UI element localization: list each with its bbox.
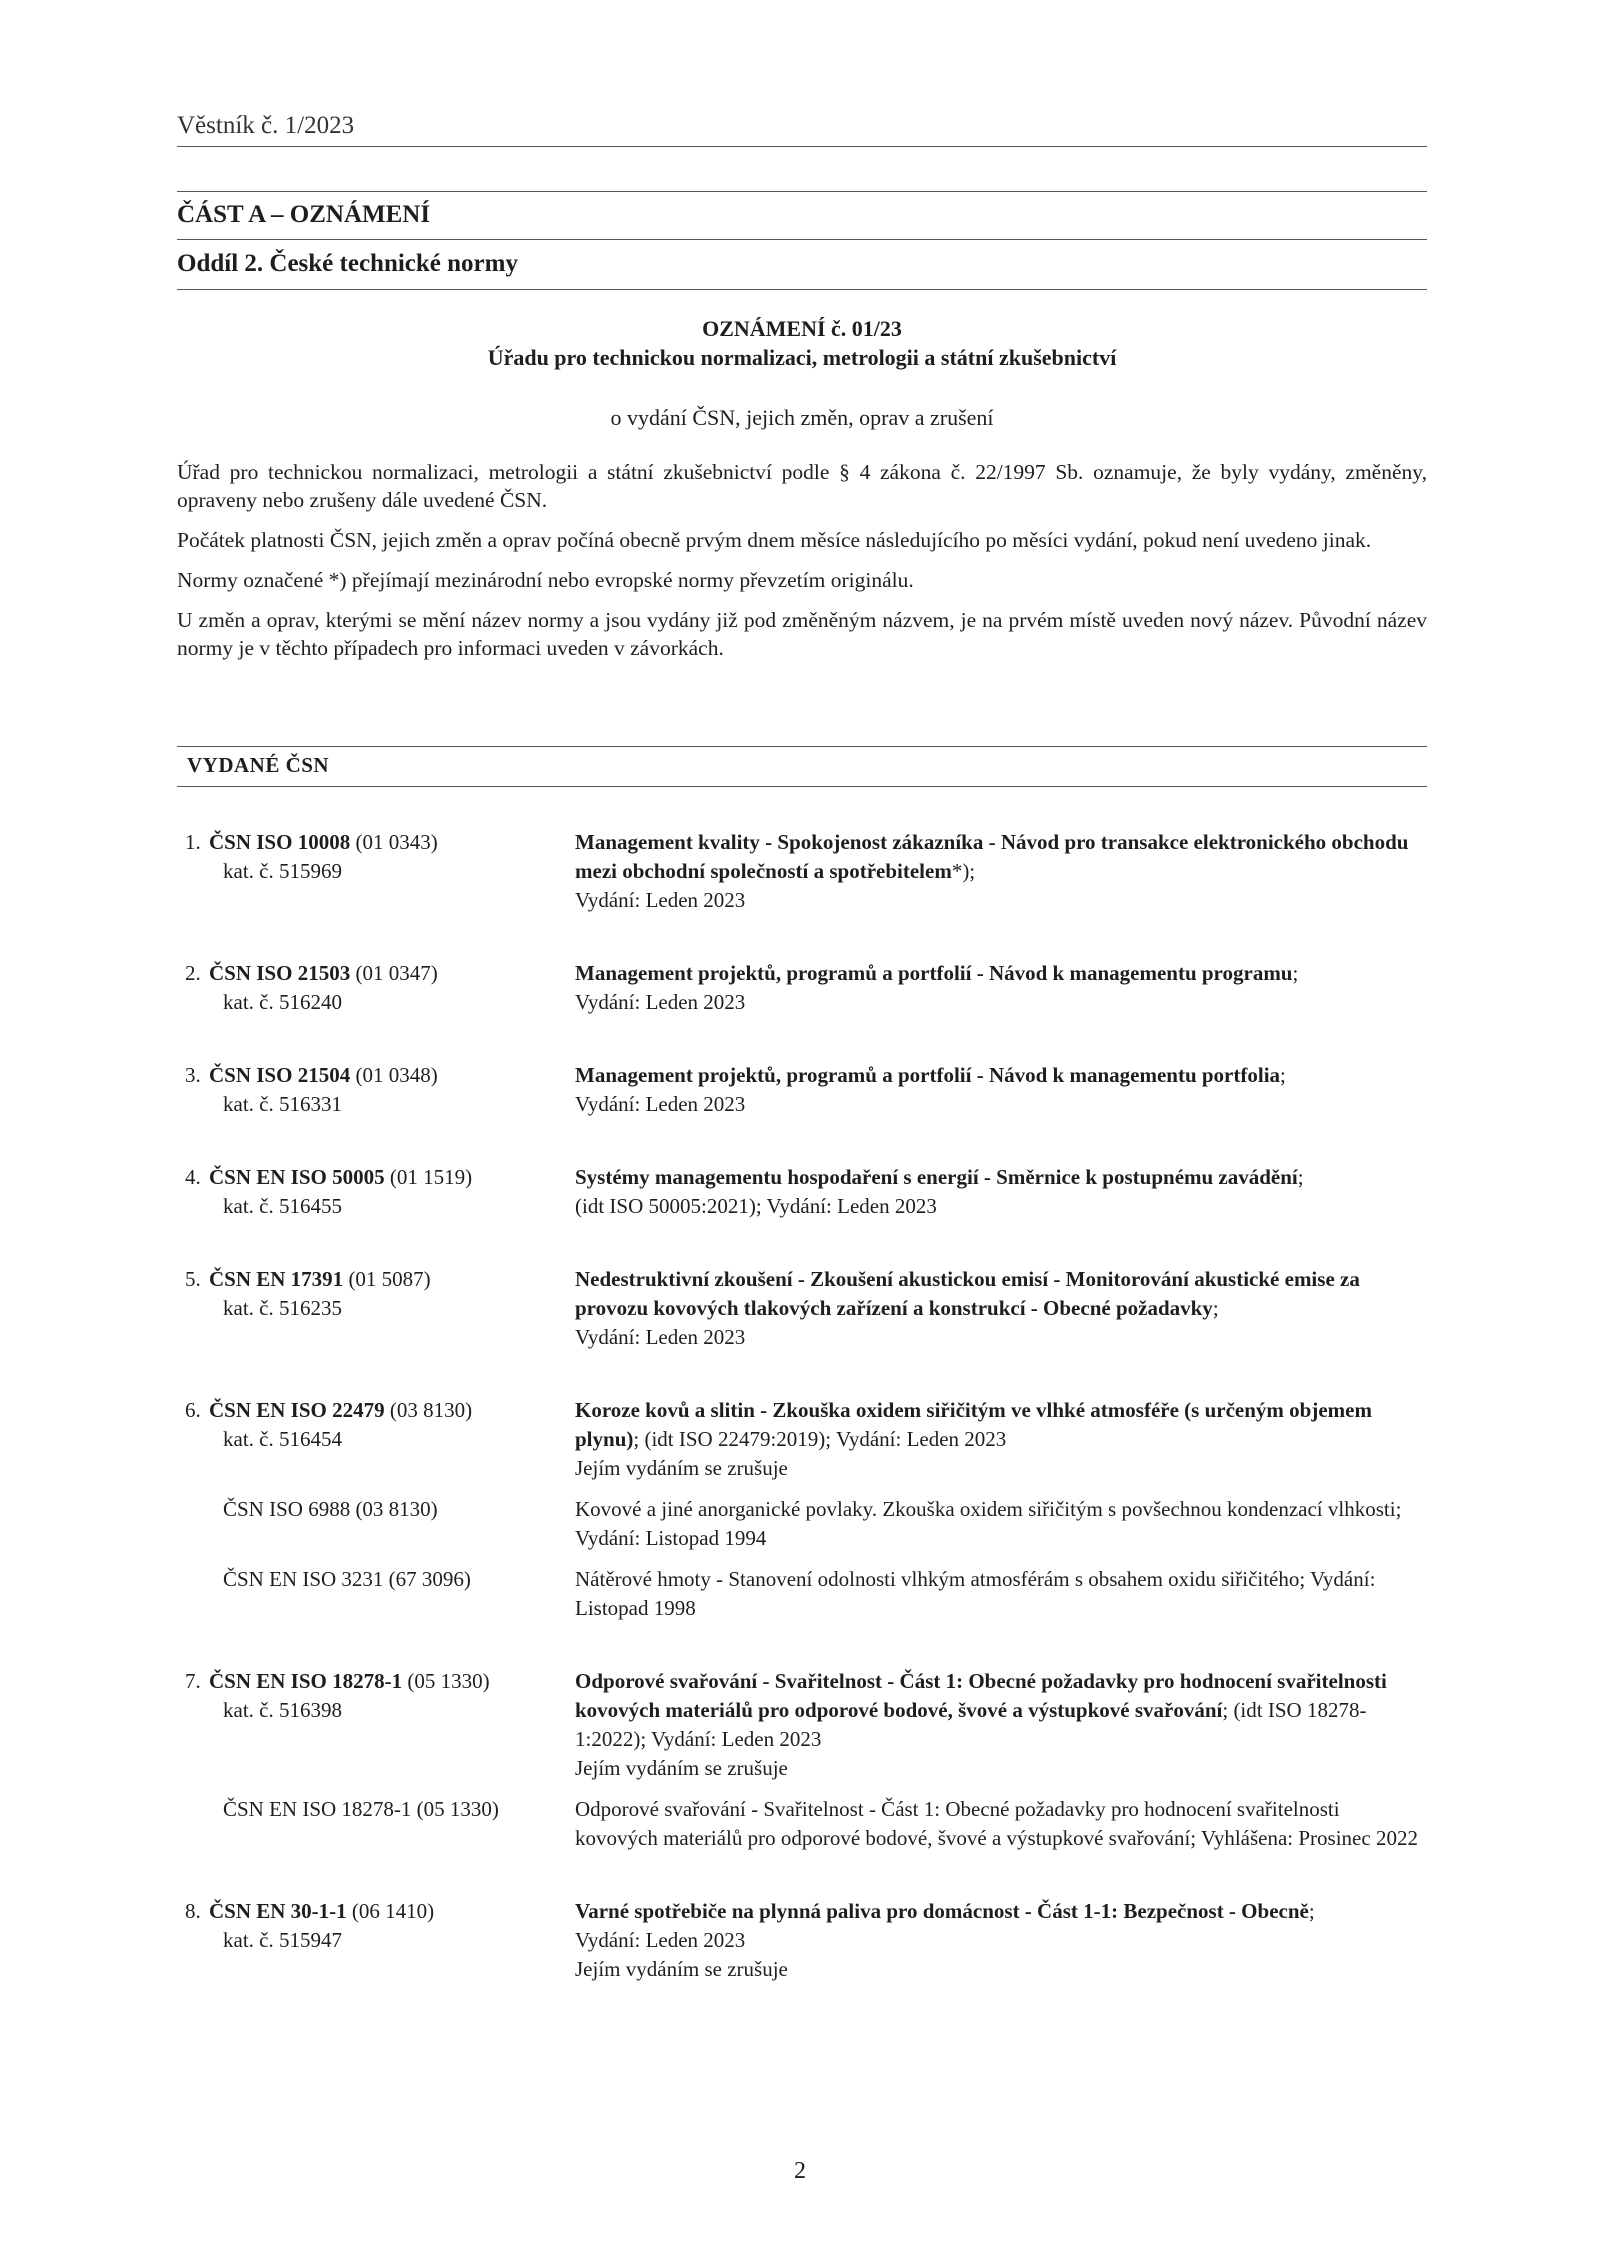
entry-number: 4.: [185, 1165, 201, 1189]
entry-title: Management projektů, programů a portfolií - Návod k managementu portfolia: [575, 1063, 1281, 1087]
replaced-standard: [177, 1795, 1427, 1853]
standard-entry: [177, 1667, 1427, 1853]
entry-class: (01 0343): [355, 830, 438, 854]
replaced-standard: [177, 1495, 1427, 1553]
entry-number: 5.: [185, 1267, 201, 1291]
notice-issuer: Úřadu pro technickou normalizaci, metrologii a státní zkušebnictví: [487, 345, 1117, 370]
entry-class: (01 0347): [355, 961, 438, 985]
entry-identifier: [177, 1163, 575, 1221]
entry-class: (01 5087): [348, 1267, 431, 1291]
replaced-code: ČSN EN ISO 3231 (67 3096): [223, 1567, 471, 1591]
entry-catalog-number: kat. č. 516240: [223, 990, 342, 1014]
entry-detail: Jejím vydáním se zrušuje: [575, 1456, 788, 1480]
entry-title: Odporové svařování - Svařitelnost - Část 1: Obecné požadavky pro hodnocení svařitelnosti kovových materiálů pro odporové bodové, švové a výstupkové svařování: [575, 1669, 1387, 1722]
replaced-description: Odporové svařování - Svařitelnost - Část 1: Obecné požadavky pro hodnocení svařitelnosti kovových materiálů pro odporové bodové, švové a výstupkové svařování; Vyhlášena: Prosinec 2022: [575, 1797, 1418, 1850]
entry-catalog-number: kat. č. 516455: [223, 1194, 342, 1218]
intro-text: [177, 458, 1427, 674]
intro-paragraph: Normy označené *) přejímají mezinárodní nebo evropské normy převzetím originálu.: [177, 568, 914, 592]
entry-description: [575, 1265, 1427, 1352]
entry-title: Varné spotřebiče na plynná paliva pro domácnost - Část 1-1: Bezpečnost - Obecně: [575, 1899, 1309, 1923]
entry-title-suffix: ;: [1292, 961, 1299, 985]
entry-identifier: [177, 959, 575, 1017]
entry-class: (03 8130): [389, 1398, 473, 1422]
entry-class: (06 1410): [351, 1899, 435, 1923]
entry-class: (01 1519): [389, 1165, 473, 1189]
entry-description: [575, 959, 1427, 1017]
part-title: ČÁST A – OZNÁMENÍ: [177, 201, 431, 228]
entry-number: 7.: [185, 1669, 201, 1693]
entry-number: 6.: [185, 1398, 201, 1422]
entry-title-suffix: ;: [1212, 1296, 1219, 1320]
standard-entry: [177, 1396, 1427, 1623]
issued-rule-bottom: [177, 786, 1427, 787]
entry-number: 3.: [185, 1063, 201, 1087]
standard-entry: [177, 828, 1427, 915]
entry-description: [575, 1061, 1427, 1119]
entry-code: ČSN EN ISO 18278-1: [209, 1669, 403, 1693]
entry-title-suffix: ;: [1297, 1165, 1304, 1189]
entry-title-suffix: ;: [1308, 1899, 1315, 1923]
entry-code: ČSN ISO 10008: [209, 830, 351, 854]
section-title: Oddíl 2. České technické normy: [177, 250, 518, 277]
entry-catalog-number: kat. č. 515947: [223, 1928, 342, 1952]
entry-catalog-number: kat. č. 516235: [223, 1296, 342, 1320]
header-rule: [177, 146, 1427, 147]
intro-paragraph: Úřad pro technickou normalizaci, metrologii a státní zkušebnictví podle § 4 zákona č. 22/1997 Sb. oznamuje, že byly vydány, změněny, opraveny nebo zrušeny dále uvedené ČSN.: [177, 460, 1427, 512]
entry-detail: (idt ISO 50005:2021); Vydání: Leden 2023: [575, 1194, 937, 1218]
entry-catalog-number: kat. č. 515969: [223, 859, 342, 883]
entry-code: ČSN ISO 21504: [209, 1063, 351, 1087]
intro-paragraph: U změn a oprav, kterými se mění název normy a jsou vydány již pod změněným názvem, je na prvém místě uveden nový název. Původní název normy je v těchto případech pro informaci uveden v závorkách.: [177, 608, 1427, 660]
entry-catalog-number: kat. č. 516331: [223, 1092, 342, 1116]
replaced-code: ČSN ISO 6988 (03 8130): [223, 1497, 438, 1521]
replaced-code: ČSN EN ISO 18278-1 (05 1330): [223, 1797, 499, 1821]
entry-identifier: [177, 1667, 575, 1783]
entry-detail: Vydání: Leden 2023: [575, 1928, 746, 1952]
entry-code: ČSN EN 30-1-1: [209, 1899, 347, 1923]
notice-subject: o vydání ČSN, jejich změn, oprav a zrušení: [610, 405, 994, 430]
entry-number: 2.: [185, 961, 201, 985]
part-rule-top: [177, 191, 1427, 192]
entry-description: [575, 1667, 1427, 1783]
entry-title-suffix: ; (idt ISO 22479:2019); Vydání: Leden 2023: [633, 1427, 1007, 1451]
issued-rule-top: [177, 746, 1427, 747]
entry-identifier: [177, 1061, 575, 1119]
page-number: 2: [794, 2158, 806, 2184]
entry-detail: Vydání: Leden 2023: [575, 1092, 746, 1116]
entry-identifier: [177, 1265, 575, 1352]
entry-title: Systémy managementu hospodaření s energií - Směrnice k postupnému zavádění: [575, 1165, 1298, 1189]
standard-entry: [177, 1163, 1427, 1221]
entry-catalog-number: kat. č. 516454: [223, 1427, 342, 1451]
standard-entry: [177, 1897, 1427, 1984]
entry-class: (01 0348): [355, 1063, 438, 1087]
standard-entry: [177, 959, 1427, 1017]
entry-number: 8.: [185, 1899, 201, 1923]
entry-identifier: [177, 1897, 575, 1984]
entry-class: (05 1330): [407, 1669, 490, 1693]
entry-title-suffix: ; (idt ISO 18278-1:2022); Vydání: Leden 2023: [575, 1698, 1367, 1751]
entry-description: [575, 1897, 1427, 1984]
entry-description: [575, 828, 1427, 915]
standards-list: [177, 828, 1427, 2028]
issued-heading: VYDANÉ ČSN: [187, 753, 330, 777]
entry-detail: Jejím vydáním se zrušuje: [575, 1756, 788, 1780]
entry-detail: Jejím vydáním se zrušuje: [575, 1957, 788, 1981]
entry-code: ČSN EN 17391: [209, 1267, 344, 1291]
replaced-description: Nátěrové hmoty - Stanovení odolnosti vlhkým atmosférám s obsahem oxidu siřičitého; Vydání: Listopad 1998: [575, 1567, 1376, 1620]
entry-catalog-number: kat. č. 516398: [223, 1698, 342, 1722]
entry-number: 1.: [185, 830, 201, 854]
standard-entry: [177, 1061, 1427, 1119]
intro-paragraph: Počátek platnosti ČSN, jejich změn a oprav počíná obecně prvým dnem měsíce následujícího po měsíci vydání, pokud není uvedeno jinak.: [177, 528, 1372, 552]
entry-title-suffix: ;: [1280, 1063, 1286, 1087]
section-rule: [177, 289, 1427, 290]
replaced-description: Kovové a jiné anorganické povlaky. Zkouška oxidem siřičitým s povšechnou kondenzací vlhkosti; Vydání: Listopad 1994: [575, 1497, 1402, 1550]
part-rule-bottom: [177, 239, 1427, 240]
replaced-standard: [177, 1565, 1427, 1623]
notice-title: OZNÁMENÍ č. 01/23: [702, 316, 902, 341]
entry-detail: Vydání: Leden 2023: [575, 1325, 746, 1349]
entry-code: ČSN EN ISO 50005: [209, 1165, 385, 1189]
entry-identifier: [177, 1396, 575, 1483]
entry-title: Management projektů, programů a portfolií - Návod k managementu programu: [575, 961, 1293, 985]
entry-detail: Vydání: Leden 2023: [575, 990, 746, 1014]
entry-code: ČSN ISO 21503: [209, 961, 351, 985]
entry-identifier: [177, 828, 575, 915]
entry-detail: Vydání: Leden 2023: [575, 888, 746, 912]
entry-title: Management kvality - Spokojenost zákazníka - Návod pro transakce elektronického obchodu mezi obchodní společností a spotřebitelem: [575, 830, 1409, 883]
entry-description: [575, 1163, 1427, 1221]
entry-code: ČSN EN ISO 22479: [209, 1398, 385, 1422]
entry-title-suffix: *);: [951, 859, 976, 883]
entry-title: Nedestruktivní zkoušení - Zkoušení akustickou emisí - Monitorování akustické emise za provozu kovových tlakových zařízení a konstrukcí - Obecné požadavky: [575, 1267, 1360, 1320]
running-header: Věstník č. 1/2023: [177, 112, 355, 139]
entry-title: Koroze kovů a slitin - Zkouška oxidem siřičitým ve vlhké atmosféře (s určeným objemem plynu): [575, 1398, 1372, 1451]
entry-description: [575, 1396, 1427, 1483]
standard-entry: [177, 1265, 1427, 1352]
